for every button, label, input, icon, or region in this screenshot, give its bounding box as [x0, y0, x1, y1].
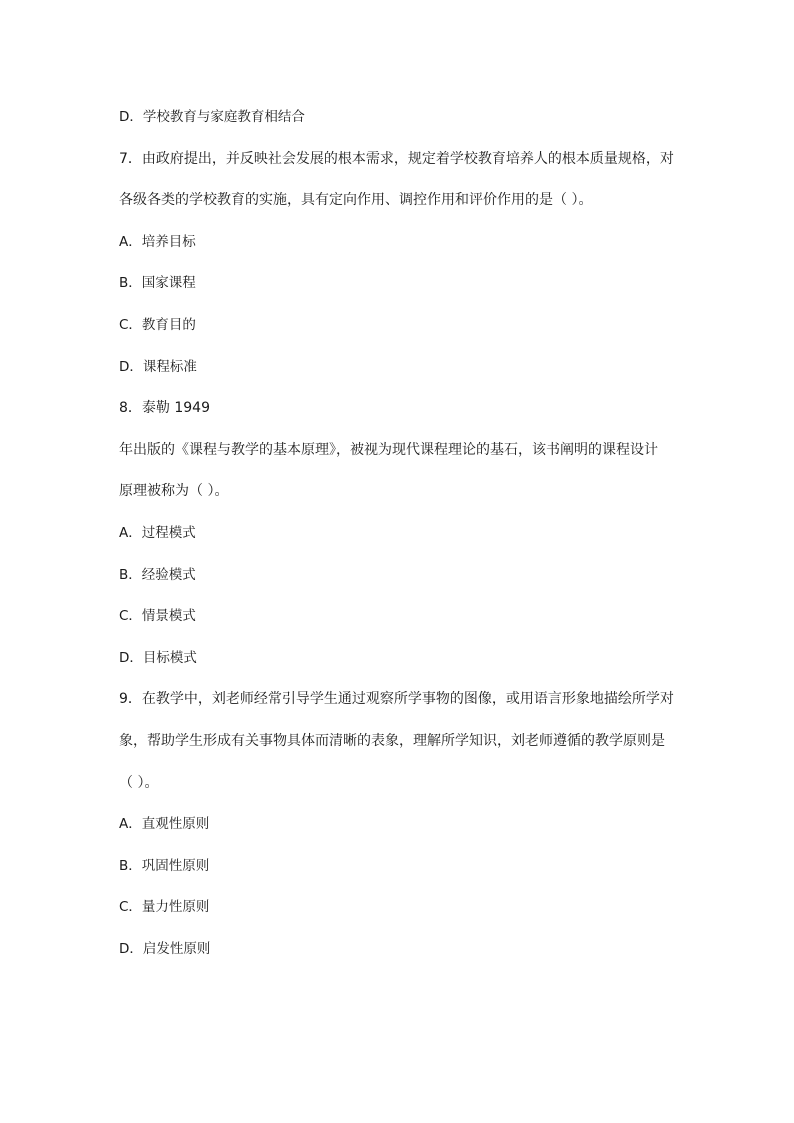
q8-stem-line-1: 8．泰勒 1949	[119, 400, 210, 417]
q8-stem-line-2: 年出版的《课程与教学的基本原理》，被视为现代课程理论的基石，该书阐明的课程设计	[119, 441, 658, 458]
q9-option-b: B．巩固性原则	[119, 857, 210, 874]
q7-stem-line-2: 各级各类的学校教育的实施，具有定向作用、调控作用和评价作用的是（ ）。	[119, 192, 593, 209]
q6-option-d: D．学校教育与家庭教育相结合	[119, 109, 305, 125]
q9-option-a: A．直观性原则	[119, 816, 210, 833]
q8-option-a: A．过程模式	[119, 524, 196, 541]
q7-option-b: B．国家课程	[119, 275, 196, 292]
q8-option-b: B．经验模式	[119, 566, 196, 583]
q7-option-d: D．课程标准	[119, 358, 197, 375]
q8-stem-line-3: 原理被称为（ ）。	[119, 483, 229, 500]
q7-stem-line-1: 7．由政府提出，并反映社会发展的根本需求，规定着学校教育培养人的根本质量规格，对	[119, 150, 674, 167]
q9-option-d: D．启发性原则	[119, 940, 211, 957]
q9-stem-line-1: 9．在教学中，刘老师经常引导学生通过观察所学事物的图像，或用语言形象地描绘所学对	[119, 691, 674, 708]
q8-option-c: C．情景模式	[119, 608, 196, 625]
q9-stem-line-3: （ ）。	[119, 774, 159, 791]
q7-option-c: C．教育目的	[119, 316, 196, 333]
q9-option-c: C．量力性原则	[119, 899, 210, 916]
q7-option-a: A．培养目标	[119, 233, 196, 250]
q8-option-d: D．目标模式	[119, 649, 197, 666]
q9-stem-line-2: 象，帮助学生形成有关事物具体而清晰的表象，理解所学知识，刘老师遵循的教学原则是	[119, 732, 665, 749]
document-body	[119, 102, 679, 975]
